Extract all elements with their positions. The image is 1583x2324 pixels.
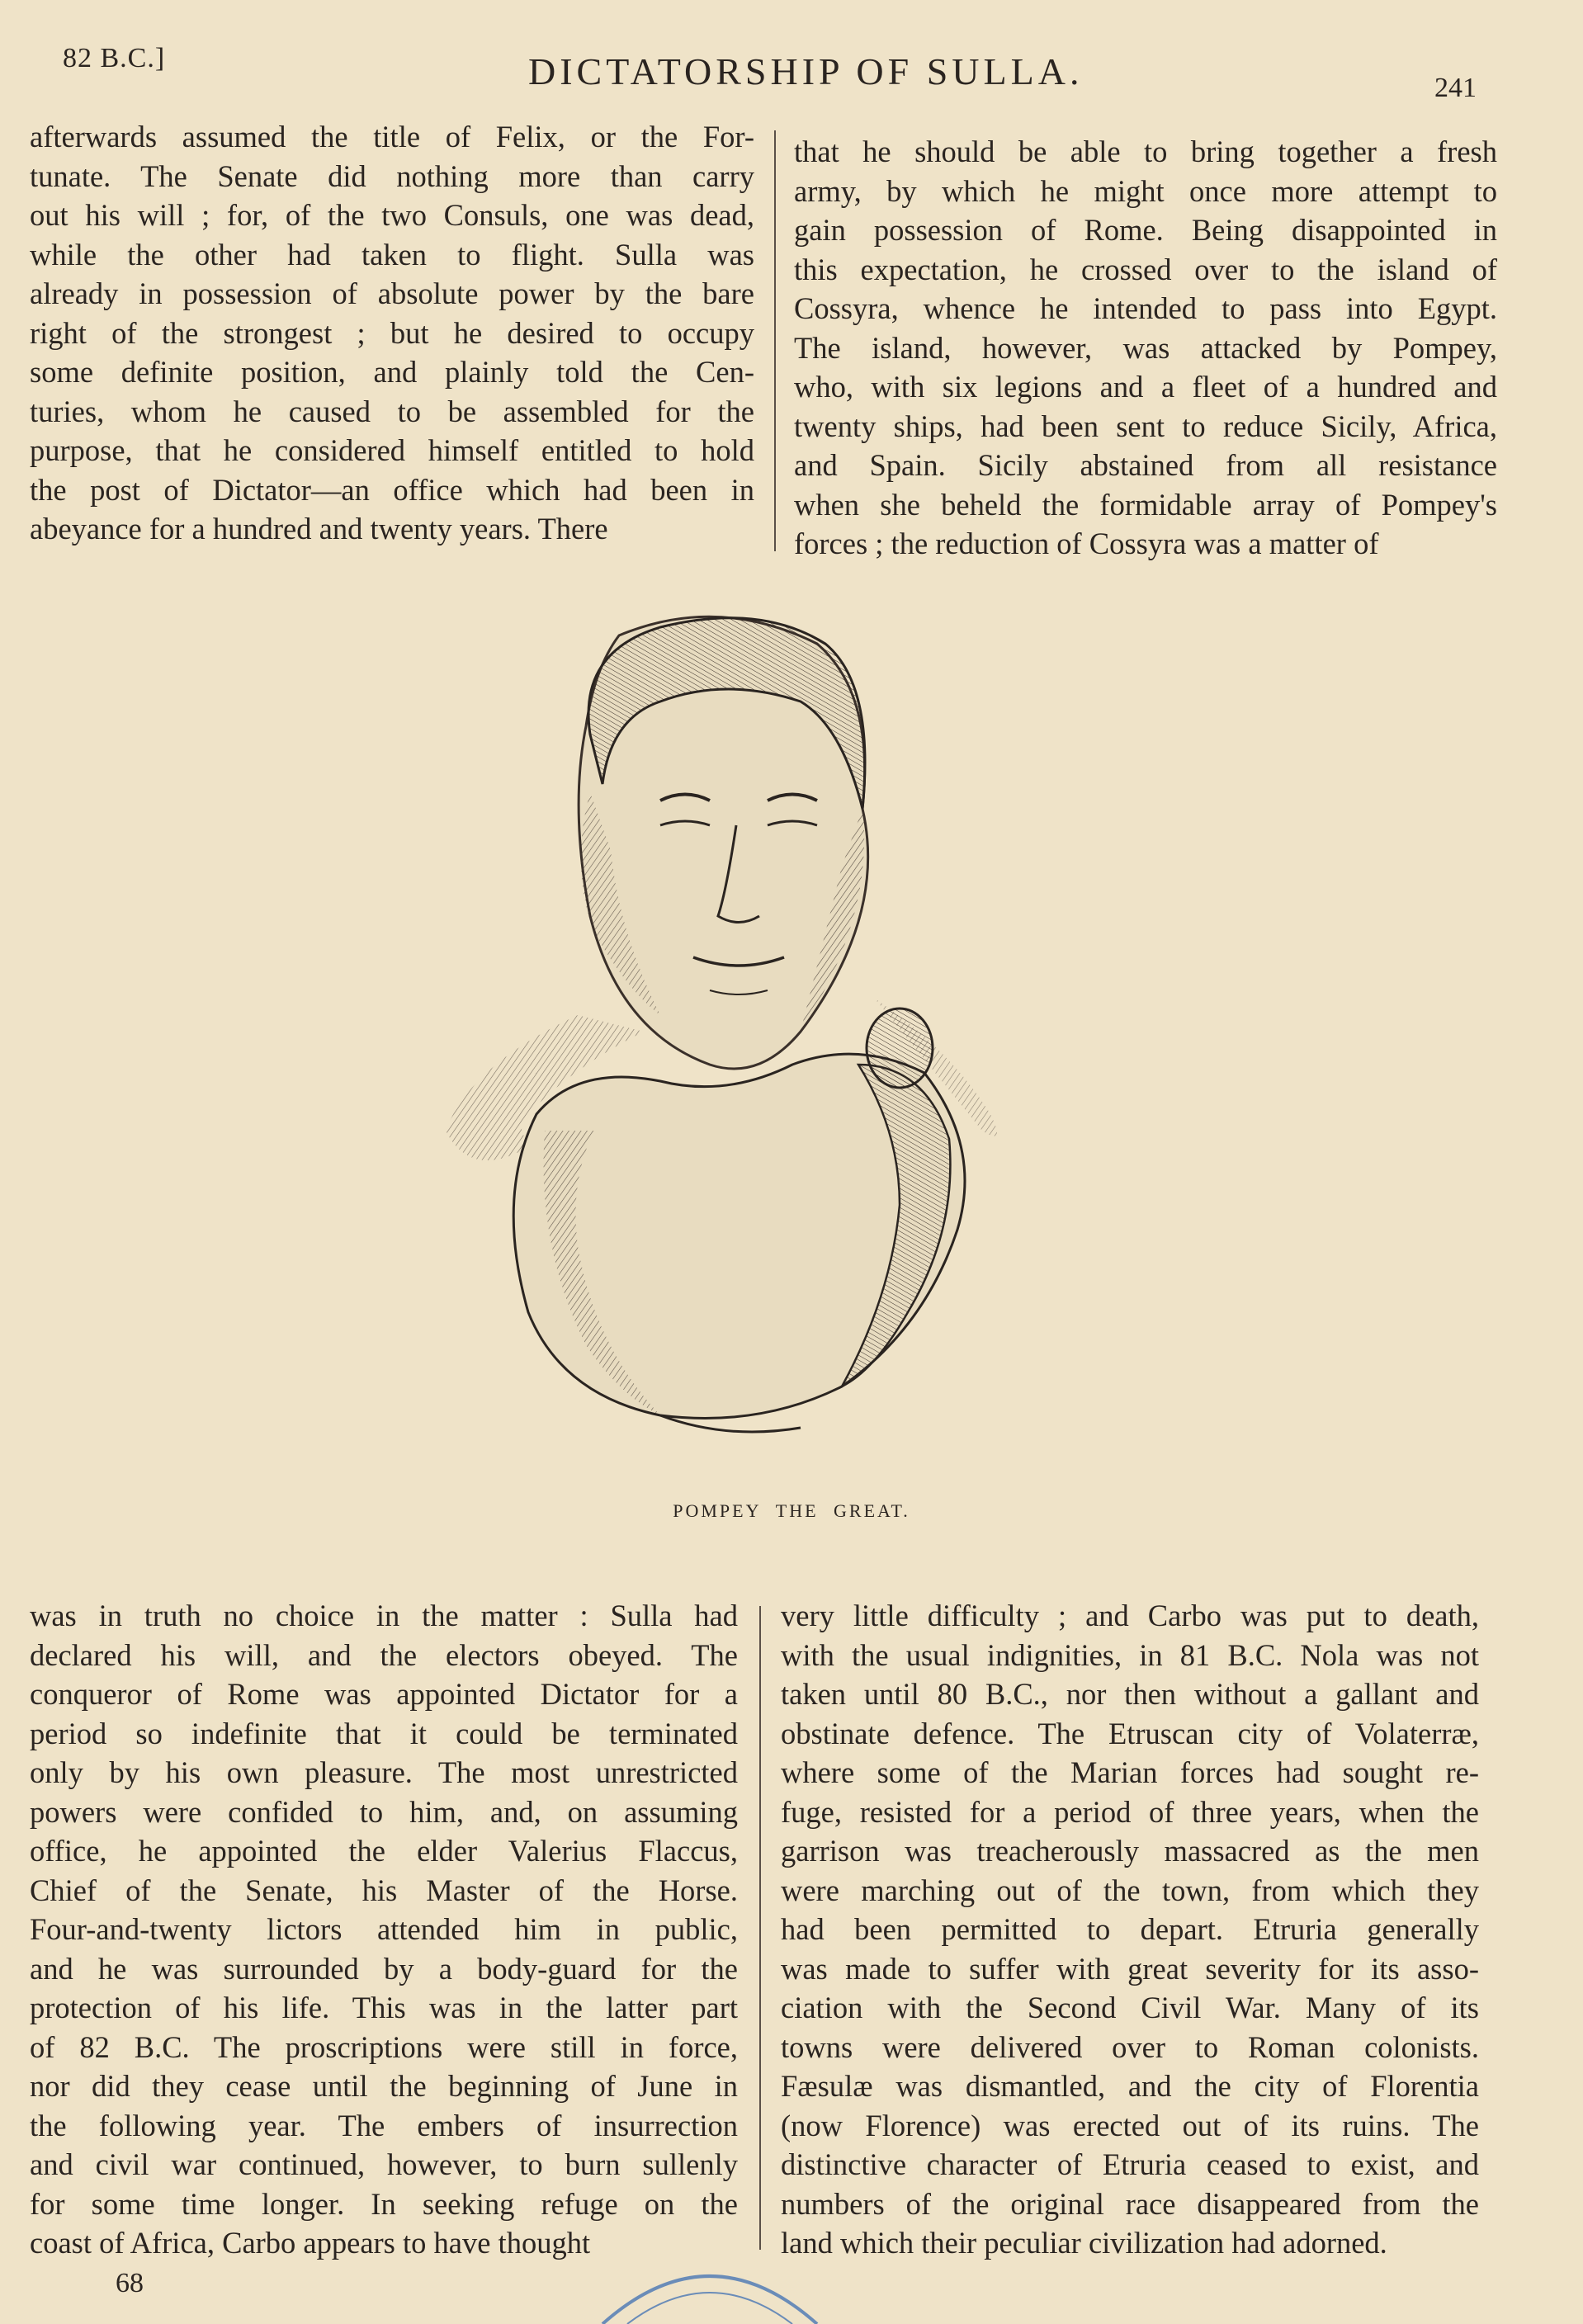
text-column-bottom-left (30, 1596, 738, 2263)
text-line: coast of Africa, Carbo appears to have thought (30, 2226, 591, 2260)
text-line: (now Florence) was erected out of its ruins. The (781, 2108, 1479, 2142)
text-column-top-right (794, 132, 1497, 564)
text-line: was made to suffer with great severity for its asso- (781, 1951, 1479, 1986)
text-line: garrison was treacherously massacred as the men (781, 1834, 1479, 1868)
text-line: was in truth no choice in the matter : Sulla had (30, 1599, 738, 1632)
column-rule-top (774, 130, 776, 551)
text-line: Fæsulæ was dismantled, and the city of Florentia (781, 2069, 1479, 2103)
text-line: towns were delivered over to Roman colonists. (781, 2029, 1479, 2064)
text-line: ciation with the Second Civil War. Many of its (781, 1991, 1479, 2024)
text-line: and civil war continued, however, to burn sullenly (30, 2147, 738, 2181)
text-line: period so indefinite that it could be terminated (30, 1716, 738, 1750)
text-line: tunate. The Senate did nothing more than carry (30, 158, 754, 193)
signature-mark: 68 (116, 2268, 144, 2298)
text-line: protection of his life. This was in the latter part (30, 1991, 738, 2024)
text-line: powers were confided to him, and, on assuming (30, 1794, 738, 1829)
text-line: the following year. The embers of insurrection (30, 2108, 738, 2142)
text-line: obstinate defence. The Etruscan city of Volaterræ, (781, 1716, 1479, 1750)
text-line: nor did they cease until the beginning of June in (30, 2069, 738, 2103)
text-line: Cossyra, whence he intended to pass into Egypt. (794, 291, 1497, 325)
text-line: taken until 80 B.C., nor then without a gallant and (781, 1677, 1479, 1711)
text-line: had been permitted to depart. Etruria generally (781, 1912, 1479, 1946)
text-line: fuge, resisted for a period of three years, when the (781, 1794, 1479, 1829)
text-line: who, with six legions and a fleet of a hundred and (794, 370, 1497, 404)
text-line: this expectation, he crossed over to the island of (794, 252, 1497, 286)
text-line: already in possession of absolute power by the bare (30, 276, 754, 310)
text-line: and Spain. Sicily abstained from all resistance (794, 448, 1497, 482)
text-line: The island, however, was attacked by Pompey, (794, 330, 1497, 365)
text-line: conqueror of Rome was appointed Dictator for a (30, 1677, 738, 1711)
text-line: gain possession of Rome. Being disappointed in (794, 213, 1497, 247)
text-line: for some time longer. In seeking refuge on the (30, 2186, 738, 2221)
text-line: land which their peculiar civilization had adorned. (781, 2226, 1387, 2260)
text-line: with the usual indignities, in 81 B.C. Nola was not (781, 1637, 1479, 1672)
text-line: forces ; the reduction of Cossyra was a matter of (794, 527, 1379, 560)
text-line: office, he appointed the elder Valerius Flaccus, (30, 1834, 738, 1868)
text-line: afterwards assumed the title of Felix, or the For- (30, 120, 754, 154)
text-line: when she beheld the formidable array of Pompey's (794, 487, 1497, 522)
pompey-bust-illustration (413, 602, 1139, 1477)
text-line: turies, whom he caused to be assembled for the (30, 394, 754, 428)
text-line: where some of the Marian forces had sought re- (781, 1755, 1479, 1789)
text-line: and he was surrounded by a body-guard for the (30, 1951, 738, 1986)
text-line: only by his own pleasure. The most unrestricted (30, 1755, 738, 1789)
text-line: very little difficulty ; and Carbo was put to death, (781, 1599, 1479, 1632)
text-line: while the other had taken to flight. Sulla was (30, 237, 754, 272)
text-line: declared his will, and the electors obeyed. The (30, 1637, 738, 1672)
running-head-date: 82 B.C.] (63, 43, 166, 73)
library-stamp (594, 2253, 825, 2324)
text-line: numbers of the original race disappeared from the (781, 2186, 1479, 2221)
text-column-top-left (30, 117, 754, 549)
text-line: that he should be able to bring together a fresh (794, 135, 1497, 168)
text-line: right of the strongest ; but he desired to occupy (30, 315, 754, 350)
text-line: some definite position, and plainly told the Cen- (30, 355, 754, 389)
text-line: Chief of the Senate, his Master of the Horse. (30, 1873, 738, 1907)
text-line: distinctive character of Etruria ceased to exist, and (781, 2147, 1479, 2181)
text-line: of 82 B.C. The proscriptions were still in force, (30, 2029, 738, 2064)
page-number: 241 (1434, 73, 1477, 103)
text-line: abeyance for a hundred and twenty years. There (30, 512, 608, 546)
text-line: army, by which he might once more attempt to (794, 173, 1497, 208)
text-line: purpose, that he considered himself entitled to hold (30, 433, 754, 467)
text-line: twenty ships, had been sent to reduce Sicily, Africa, (794, 409, 1497, 443)
text-line: the post of Dictator—an office which had been in (30, 472, 754, 507)
text-line: were marching out of the town, from which they (781, 1873, 1479, 1907)
text-line: out his will ; for, of the two Consuls, one was dead, (30, 198, 754, 232)
text-column-bottom-right (781, 1596, 1479, 2263)
running-head-title: DICTATORSHIP OF SULLA. (528, 50, 1084, 92)
text-line: Four-and-twenty lictors attended him in public, (30, 1912, 738, 1946)
illustration-caption: POMPEY THE GREAT. (673, 1500, 910, 1521)
column-rule-bottom (759, 1606, 761, 2250)
